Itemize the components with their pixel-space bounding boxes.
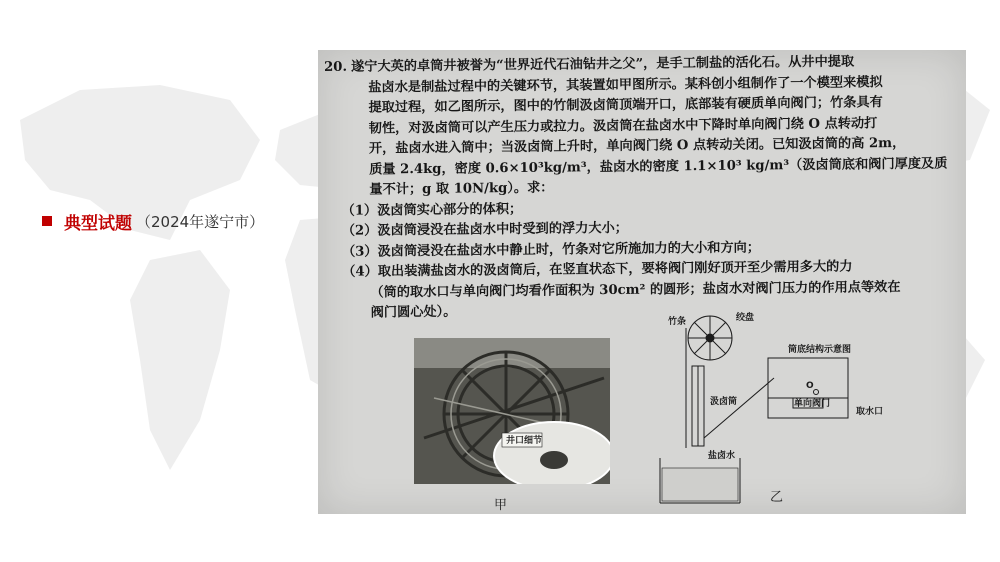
- question-line: 提取过程，如乙图所示，图中的竹制汲卤筒顶端开口，底部装有硬质单向阀门；竹条具有: [368, 95, 883, 116]
- question-line: 盐卤水是制盐过程中的关键环节，其装置如甲图所示。某科创小组制作了一个模型来模拟: [368, 74, 883, 96]
- question-line: 质量 2.4kg，密度 0.6×10³kg/m³，盐卤水的密度 1.1×10³ kg/m³（汲卤筒底和阀门厚度及质: [369, 155, 948, 178]
- heading-subtitle: （2024年遂宁市）: [136, 212, 265, 231]
- figure-a-caption: 甲: [494, 498, 508, 513]
- question-line: 量不计；g 取 10N/kg）。求：: [369, 180, 554, 198]
- red-square-bullet-icon: [42, 216, 52, 226]
- subquestion-4: （4）取出装满盐卤水的汲卤筒后，在竖直状态下，要将阀门刚好顶开至少需用多大的力: [342, 259, 853, 280]
- figure-a-callout: 井口细节: [506, 436, 543, 446]
- label-valve: 单向阀门: [794, 399, 831, 409]
- label-strip: 竹条: [668, 317, 687, 327]
- question-number: 20.: [324, 59, 348, 75]
- question-text: [324, 51, 957, 324]
- question-continuation: 阀门圆心处）。: [370, 304, 457, 321]
- heading-title: 典型试题: [64, 213, 132, 234]
- subquestion-3: （3）汲卤筒浸没在盐卤水中静止时，竹条对它所施加力的大小和方向；: [341, 239, 761, 260]
- question-line: 开，盐卤水进入筒中；当汲卤筒上升时，单向阀门绕 O 点转动关闭。已知汲卤筒的高 2m，: [368, 135, 906, 157]
- subquestion-2: （2）汲卤筒浸没在盐卤水中时受到的浮力大小；: [341, 220, 629, 239]
- label-tube: 汲卤筒: [710, 397, 738, 407]
- label-inlet: 取水口: [856, 407, 884, 417]
- label-wheel: 绞盘: [736, 313, 755, 323]
- figure-b-caption: 乙: [770, 490, 784, 505]
- label-point-o: O: [806, 381, 814, 391]
- label-brine: 盐卤水: [708, 451, 736, 461]
- figure-a-photo: [414, 338, 610, 484]
- label-diagram-title: 筒底结构示意图: [788, 345, 852, 355]
- subquestion-1: （1）汲卤筒实心部分的体积；: [341, 201, 523, 219]
- slide-heading: [42, 209, 264, 233]
- figure-b-diagram: [648, 308, 966, 508]
- exam-question-photo: [318, 50, 966, 514]
- question-line: 韧性，对汲卤筒可以产生压力或拉力。汲卤筒在盐卤水中下降时单向阀门绕 O 点转动打: [368, 115, 878, 137]
- question-continuation: （筒的取水口与单向阀门均看作面积为 30cm² 的圆形；盐卤水对阀门压力的作用点等效在: [370, 279, 901, 301]
- question-line: 20. 遂宁大英的卓筒井被誉为“世界近代石油钻井之父”，是手工制盐的活化石。从井中提取: [324, 54, 855, 75]
